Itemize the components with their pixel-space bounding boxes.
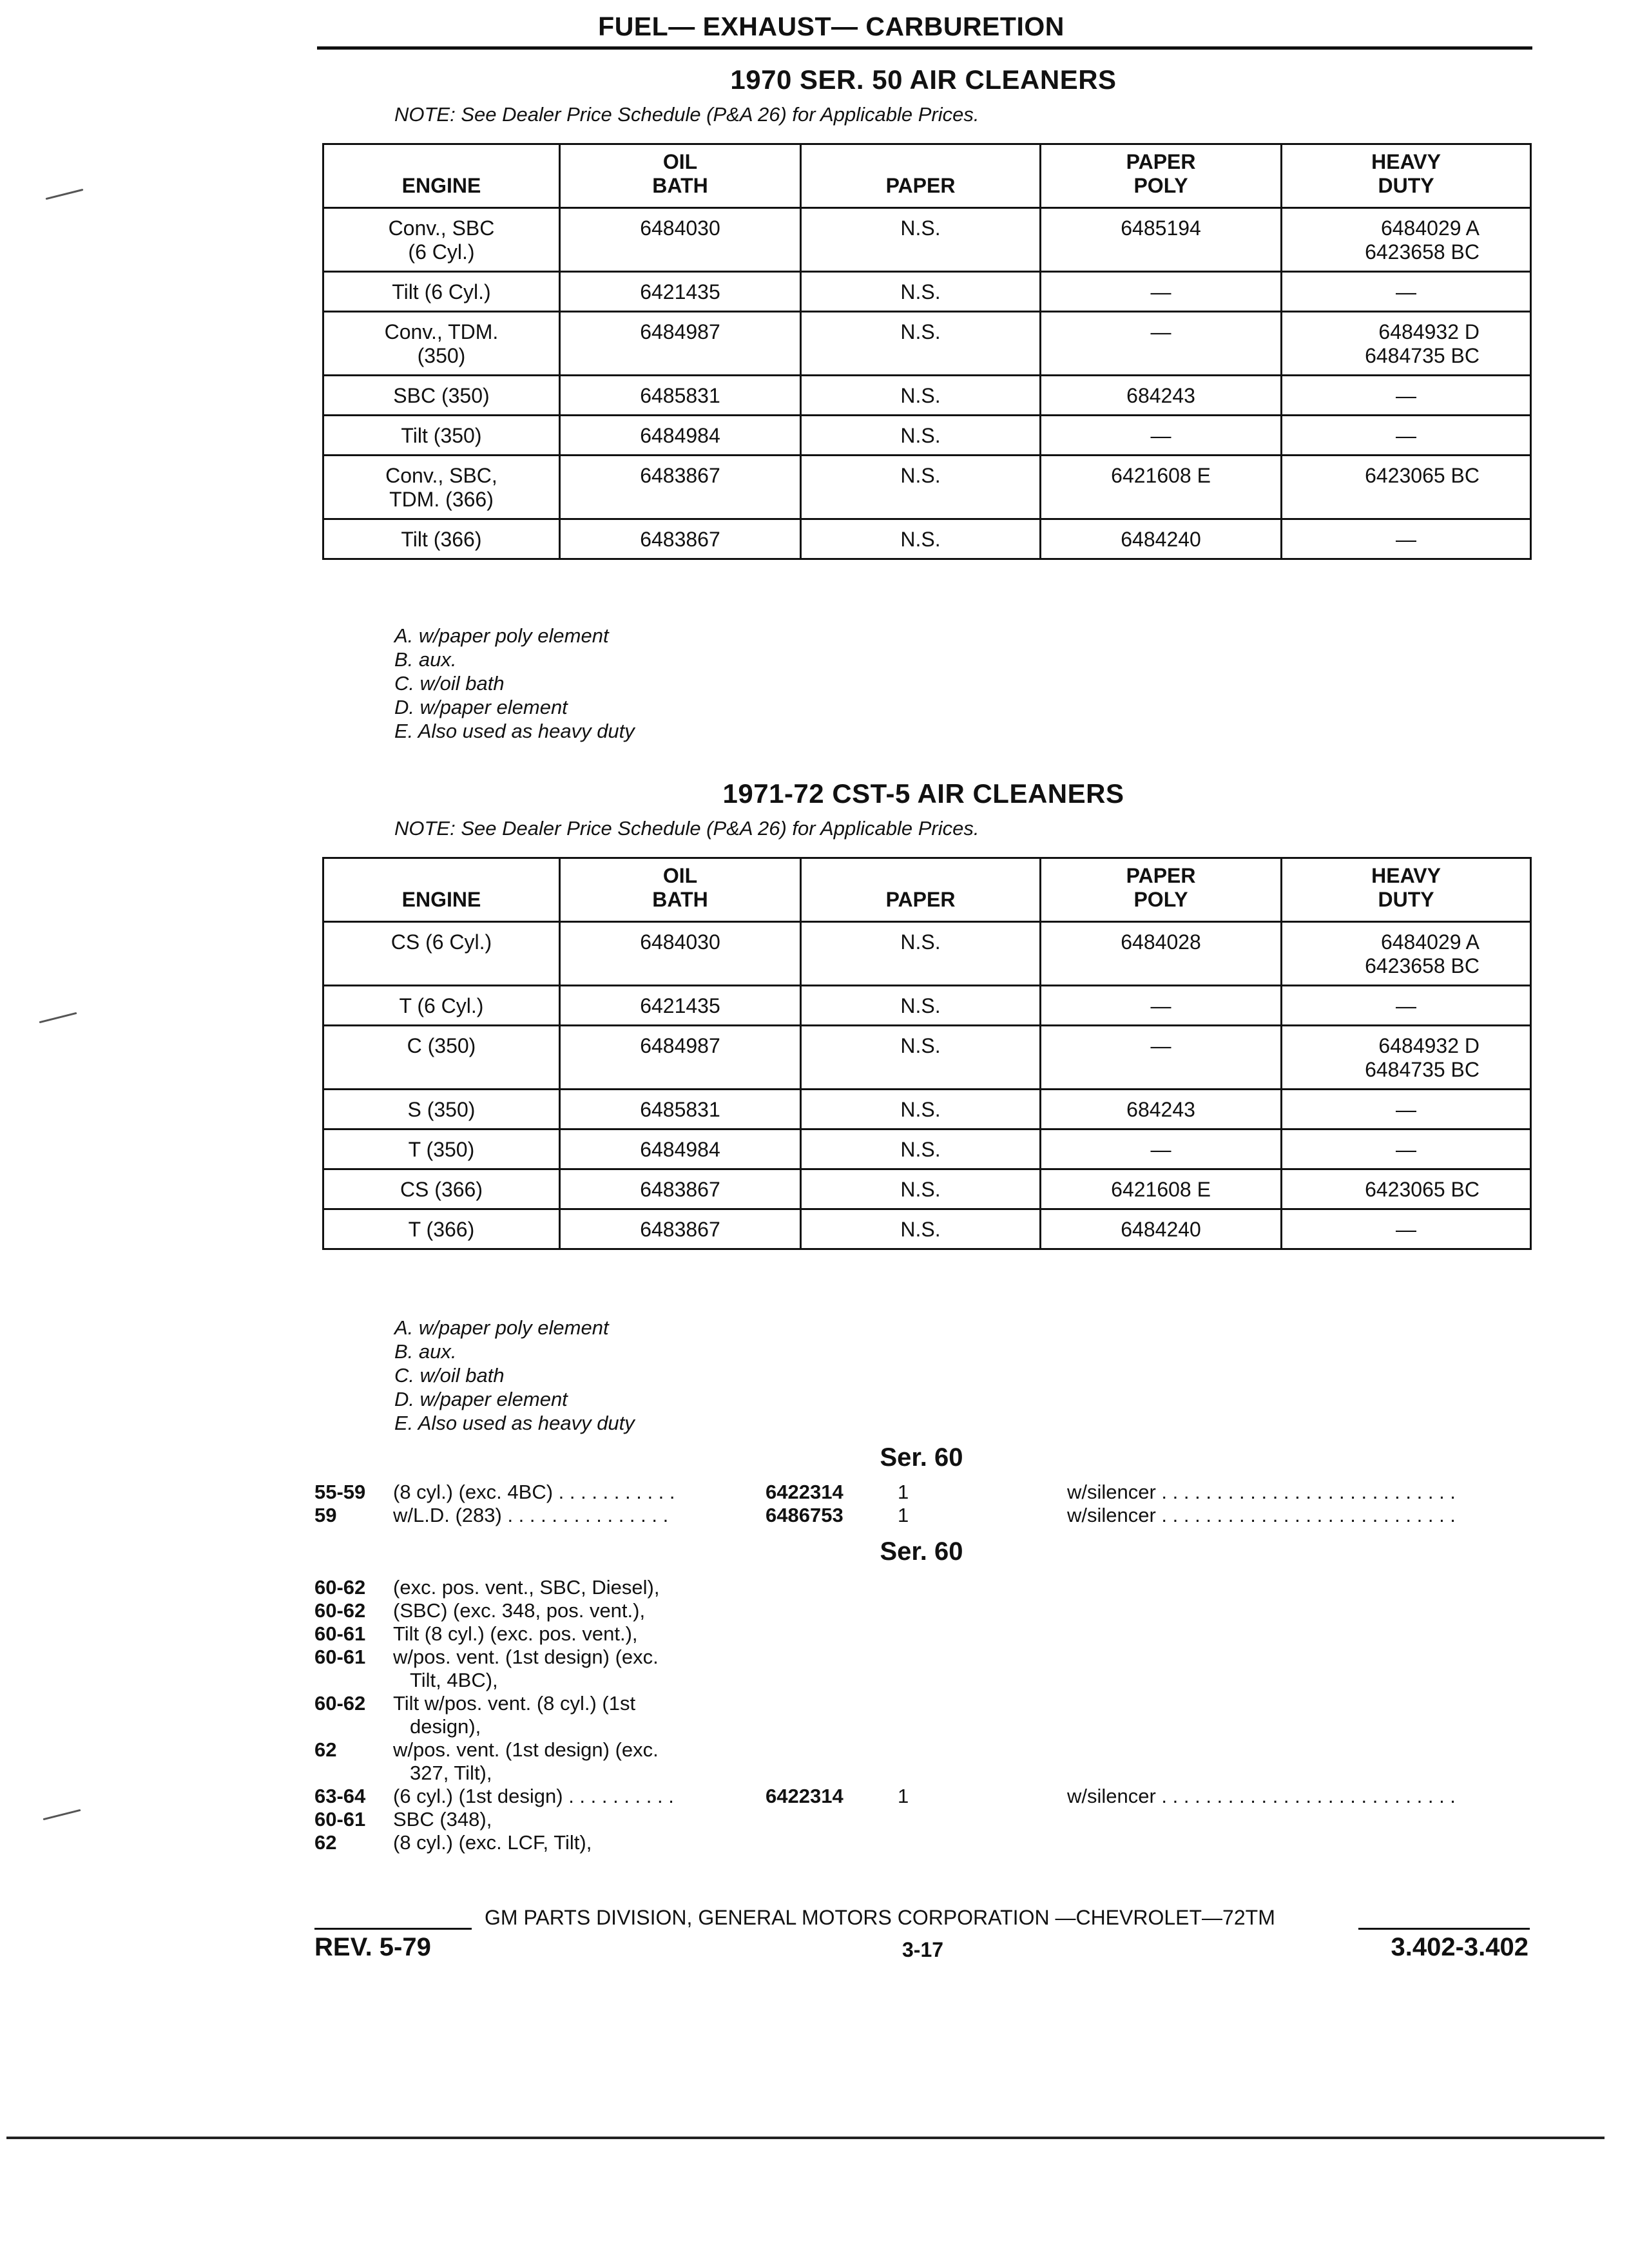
footnote: B. aux. (394, 1340, 457, 1363)
cell-paper-poly (1040, 1169, 1281, 1209)
item-remark: w/silencer . . . . . . . . . . . . . . . . . . . . . . . . . . . (1067, 1504, 1456, 1526)
cell-line: PAPER (1126, 864, 1196, 887)
cell-line: C (350) (407, 1034, 476, 1057)
footnote: C. w/oil bath (394, 672, 505, 695)
cell-line: DUTY (1378, 174, 1434, 197)
cell-line: (6 Cyl.) (408, 240, 475, 264)
cell-paper-poly (1040, 519, 1281, 559)
cell-line: POLY (1133, 174, 1188, 197)
footer-publisher: GM PARTS DIVISION, GENERAL MOTORS CORPORATION —CHEVROLET—72TM (485, 1906, 1275, 1929)
cell-line: T (366) (408, 1218, 475, 1241)
cell-heavy-duty (1282, 312, 1531, 376)
cell-paper-poly (1040, 1209, 1281, 1249)
column-header-heavy-duty (1282, 858, 1531, 922)
cell-line: BATH (652, 174, 708, 197)
cell-oil-bath (559, 986, 800, 1026)
cell-line: 6484029 A (1380, 930, 1480, 954)
ser60-b-title: Ser. 60 (880, 1537, 963, 1566)
cell-line: 6423658 BC (1365, 954, 1480, 977)
cell-line: PAPER (1126, 150, 1196, 173)
column-header-engine (323, 858, 560, 922)
cell-line: DUTY (1378, 888, 1434, 911)
cell-line: OIL (662, 150, 698, 173)
cell-line: PAPER (885, 888, 956, 911)
item-description-line: (SBC) (exc. 348, pos. vent.), (393, 1599, 646, 1622)
cell-paper (801, 1209, 1041, 1249)
cell-line: 6484987 (640, 320, 720, 343)
cell-line: CS (6 Cyl.) (390, 930, 492, 954)
footnote: C. w/oil bath (394, 1364, 505, 1387)
item-years: 60-62 (314, 1692, 366, 1715)
item-description-line: 327, Tilt), (410, 1762, 492, 1784)
footnote: E. Also used as heavy duty (394, 1412, 635, 1434)
item-description-line: SBC (348), (393, 1808, 492, 1831)
cell-heavy-duty (1282, 1090, 1531, 1129)
item-quantity: 1 (898, 1504, 909, 1526)
cell-heavy-duty (1282, 1209, 1531, 1249)
cell-line: 6484932 D (1378, 320, 1480, 343)
item-description (393, 1692, 635, 1738)
item-description (393, 1808, 492, 1831)
cell-heavy-duty (1282, 208, 1531, 272)
item-description-line: w/L.D. (283) . . . . . . . . . . . . . . . (393, 1504, 669, 1526)
cell-line: — (1396, 280, 1417, 303)
section1-footnotes (394, 624, 635, 743)
cell-heavy-duty (1282, 1026, 1531, 1090)
cell-line: HEAVY (1371, 864, 1441, 887)
item-remark: w/silencer . . . . . . . . . . . . . . . . . . . . . . . . . . . (1067, 1785, 1456, 1807)
column-header-oil-bath (559, 858, 800, 922)
item-description-line: (exc. pos. vent., SBC, Diesel), (393, 1576, 660, 1599)
cell-line: — (1396, 384, 1417, 407)
cell-line: 6485831 (640, 384, 720, 407)
table-row (323, 986, 1531, 1026)
cell-line: TDM. (366) (389, 488, 494, 511)
item-years: 63-64 (314, 1785, 366, 1807)
section2-table (322, 857, 1532, 1250)
footer-rule-right (1358, 1928, 1530, 1930)
cell-line: 6484984 (640, 1138, 720, 1161)
cell-paper (801, 986, 1041, 1026)
item-quantity: 1 (898, 1481, 909, 1503)
cell-line: ENGINE (401, 888, 481, 911)
cell-line: — (1396, 1218, 1417, 1241)
cell-line: 6484029 A (1380, 216, 1480, 240)
cell-line: Tilt (6 Cyl.) (392, 280, 491, 303)
item-description (393, 1576, 659, 1599)
cell-paper-poly (1040, 986, 1281, 1026)
item-description-line: design), (410, 1715, 481, 1738)
cell-line: N.S. (900, 1138, 941, 1161)
cell-line: 6421435 (640, 280, 720, 303)
cell-line: 6484030 (640, 216, 720, 240)
cell-oil-bath (559, 1026, 800, 1090)
cell-oil-bath (559, 1090, 800, 1129)
item-description (393, 1785, 674, 1808)
section1-table (322, 143, 1532, 560)
table-row (323, 208, 1531, 272)
item-part-number: 6486753 (766, 1504, 843, 1526)
cell-engine (323, 272, 560, 312)
cell-line: T (6 Cyl.) (399, 994, 484, 1017)
scan-margin-mark (43, 1809, 81, 1820)
cell-engine (323, 1090, 560, 1129)
footnote: E. Also used as heavy duty (394, 720, 635, 742)
footnote: D. w/paper element (394, 696, 568, 718)
cell-line: 684243 (1126, 1098, 1195, 1121)
cell-line: 6421435 (640, 994, 720, 1017)
cell-line: 6484240 (1121, 528, 1201, 551)
cell-line: 6483867 (640, 528, 720, 551)
cell-engine (323, 986, 560, 1026)
table-row (323, 312, 1531, 376)
section1-title: 1970 SER. 50 AIR CLEANERS (730, 64, 1117, 95)
column-header-paper-poly (1040, 858, 1281, 922)
table-row (323, 376, 1531, 416)
item-description (393, 1481, 675, 1504)
cell-line: N.S. (900, 1098, 941, 1121)
cell-heavy-duty (1282, 922, 1531, 986)
cell-paper (801, 519, 1041, 559)
item-description-line: (8 cyl.) (exc. LCF, Tilt), (393, 1831, 592, 1854)
cell-line: Tilt (350) (401, 424, 482, 447)
cell-line: CS (366) (400, 1178, 483, 1201)
cell-line: POLY (1133, 888, 1188, 911)
cell-oil-bath (559, 922, 800, 986)
cell-line: — (1150, 280, 1171, 303)
cell-paper (801, 1169, 1041, 1209)
cell-line: (350) (417, 344, 466, 367)
table-row (323, 272, 1531, 312)
cell-line: N.S. (900, 1218, 941, 1241)
cell-heavy-duty (1282, 456, 1531, 519)
cell-line: N.S. (900, 384, 941, 407)
cell-paper (801, 272, 1041, 312)
cell-engine (323, 312, 560, 376)
cell-line: 6423065 BC (1365, 1178, 1480, 1201)
table-header-row (323, 858, 1531, 922)
cell-line: SBC (350) (393, 384, 490, 407)
footnote: A. w/paper poly element (394, 624, 609, 647)
table-row (323, 416, 1531, 456)
cell-oil-bath (559, 208, 800, 272)
cell-line: N.S. (900, 216, 941, 240)
cell-paper (801, 456, 1041, 519)
cell-heavy-duty (1282, 416, 1531, 456)
cell-oil-bath (559, 1129, 800, 1169)
cell-line: 6484030 (640, 930, 720, 954)
table-row (323, 519, 1531, 559)
footer-group-number: 3.402-3.402 (1391, 1933, 1528, 1961)
section2-note (394, 817, 979, 840)
cell-line: S (350) (407, 1098, 476, 1121)
cell-line: N.S. (900, 994, 941, 1017)
page-header-title: FUEL— EXHAUST— CARBURETION (598, 12, 1065, 41)
item-description (393, 1622, 638, 1646)
footnote: A. w/paper poly element (394, 1316, 609, 1339)
cell-oil-bath (559, 312, 800, 376)
cell-engine (323, 1129, 560, 1169)
cell-engine (323, 208, 560, 272)
cell-line: — (1396, 1138, 1417, 1161)
column-header-paper (801, 858, 1041, 922)
scan-margin-mark (39, 1012, 77, 1023)
item-years: 60-62 (314, 1576, 366, 1599)
cell-line: Conv., TDM. (384, 320, 499, 343)
item-description-line: (6 cyl.) (1st design) . . . . . . . . . . (393, 1785, 674, 1807)
cell-paper-poly (1040, 1129, 1281, 1169)
item-description (393, 1738, 659, 1785)
cell-engine (323, 1209, 560, 1249)
table-row (323, 1090, 1531, 1129)
cell-paper-poly (1040, 416, 1281, 456)
item-description-line: (8 cyl.) (exc. 4BC) . . . . . . . . . . . (393, 1481, 675, 1503)
cell-line: N.S. (900, 280, 941, 303)
table-row (323, 456, 1531, 519)
item-remark: w/silencer . . . . . . . . . . . . . . . . . . . . . . . . . . . (1067, 1481, 1456, 1503)
footnote: B. aux. (394, 648, 457, 671)
cell-paper (801, 1026, 1041, 1090)
note-text: See Dealer Price Schedule (P&A 26) for Applicable Prices. (461, 103, 979, 126)
cell-line: OIL (662, 864, 698, 887)
cell-heavy-duty (1282, 376, 1531, 416)
cell-line: 6423658 BC (1365, 240, 1480, 264)
cell-line: 6484984 (640, 424, 720, 447)
cell-engine (323, 376, 560, 416)
cell-engine (323, 1169, 560, 1209)
item-years: 60-62 (314, 1599, 366, 1622)
scan-edge-line (6, 2137, 1605, 2139)
ser60-a-title: Ser. 60 (880, 1443, 963, 1472)
note-text: See Dealer Price Schedule (P&A 26) for Applicable Prices. (461, 817, 979, 840)
footer-page-number: 3-17 (902, 1938, 944, 1961)
cell-paper-poly (1040, 1090, 1281, 1129)
item-years: 60-61 (314, 1622, 366, 1645)
item-years: 59 (314, 1504, 337, 1526)
cell-paper (801, 376, 1041, 416)
cell-line: N.S. (900, 464, 941, 487)
cell-line: 6485831 (640, 1098, 720, 1121)
item-description-line: w/pos. vent. (1st design) (exc. (393, 1738, 659, 1761)
item-part-number: 6422314 (766, 1785, 843, 1807)
cell-line: 6483867 (640, 1218, 720, 1241)
table-row (323, 1169, 1531, 1209)
header-rule (317, 46, 1532, 50)
item-description-line: w/pos. vent. (1st design) (exc. (393, 1646, 659, 1668)
cell-line: N.S. (900, 528, 941, 551)
cell-heavy-duty (1282, 272, 1531, 312)
cell-oil-bath (559, 416, 800, 456)
column-header-engine (323, 144, 560, 208)
item-years: 60-61 (314, 1808, 366, 1831)
cell-oil-bath (559, 376, 800, 416)
cell-paper-poly (1040, 272, 1281, 312)
cell-line: — (1396, 994, 1417, 1017)
column-header-oil-bath (559, 144, 800, 208)
item-quantity: 1 (898, 1785, 909, 1807)
cell-line: — (1396, 1098, 1417, 1121)
cell-line: 6483867 (640, 464, 720, 487)
cell-line: T (350) (408, 1138, 475, 1161)
cell-paper (801, 922, 1041, 986)
item-description (393, 1504, 668, 1527)
scan-margin-mark (46, 189, 84, 200)
cell-paper (801, 312, 1041, 376)
item-description (393, 1646, 659, 1692)
item-description (393, 1831, 592, 1854)
cell-line: Tilt (366) (401, 528, 482, 551)
cell-line: 6423065 BC (1365, 464, 1480, 487)
table-row (323, 1209, 1531, 1249)
cell-line: 6484028 (1121, 930, 1201, 954)
cell-line: Conv., SBC, (385, 464, 497, 487)
table-row (323, 1129, 1531, 1169)
cell-line: — (1150, 424, 1171, 447)
footer-rule-left (314, 1928, 472, 1930)
cell-line: 6484932 D (1378, 1034, 1480, 1057)
cell-line: N.S. (900, 424, 941, 447)
item-description-line: Tilt, 4BC), (410, 1669, 498, 1691)
column-header-paper (801, 144, 1041, 208)
cell-oil-bath (559, 519, 800, 559)
cell-paper (801, 1129, 1041, 1169)
cell-engine (323, 416, 560, 456)
cell-line: 6483867 (640, 1178, 720, 1201)
cell-heavy-duty (1282, 1169, 1531, 1209)
cell-engine (323, 1026, 560, 1090)
cell-oil-bath (559, 456, 800, 519)
cell-line: 684243 (1126, 384, 1195, 407)
section2-footnotes (394, 1316, 635, 1435)
cell-paper-poly (1040, 922, 1281, 986)
cell-line: — (1150, 320, 1171, 343)
item-part-number: 6422314 (766, 1481, 843, 1503)
note-label: NOTE: (394, 817, 456, 840)
item-description-line: Tilt w/pos. vent. (8 cyl.) (1st (393, 1692, 636, 1715)
section1-note (394, 103, 979, 126)
item-years: 62 (314, 1831, 337, 1854)
cell-paper (801, 208, 1041, 272)
cell-line: N.S. (900, 1178, 941, 1201)
cell-line: N.S. (900, 930, 941, 954)
cell-engine (323, 922, 560, 986)
cell-engine (323, 456, 560, 519)
cell-paper-poly (1040, 312, 1281, 376)
cell-line: — (1396, 424, 1417, 447)
cell-paper-poly (1040, 1026, 1281, 1090)
cell-line: 6484735 BC (1365, 1058, 1480, 1081)
item-years: 60-61 (314, 1646, 366, 1668)
cell-heavy-duty (1282, 986, 1531, 1026)
footnote: D. w/paper element (394, 1388, 568, 1410)
footer-revision: REV. 5-79 (314, 1933, 431, 1961)
cell-line: ENGINE (401, 174, 481, 197)
table-row (323, 922, 1531, 986)
cell-heavy-duty (1282, 1129, 1531, 1169)
cell-line: — (1396, 528, 1417, 551)
cell-line: BATH (652, 888, 708, 911)
cell-line: N.S. (900, 320, 941, 343)
cell-engine (323, 519, 560, 559)
section2-title: 1971-72 CST-5 AIR CLEANERS (722, 778, 1124, 809)
table-header-row (323, 144, 1531, 208)
cell-line: 6484987 (640, 1034, 720, 1057)
cell-paper (801, 1090, 1041, 1129)
column-header-heavy-duty (1282, 144, 1531, 208)
cell-heavy-duty (1282, 519, 1531, 559)
note-label: NOTE: (394, 103, 456, 126)
cell-paper-poly (1040, 456, 1281, 519)
cell-line: 6484240 (1121, 1218, 1201, 1241)
cell-line: 6484735 BC (1365, 344, 1480, 367)
cell-line: Conv., SBC (388, 216, 495, 240)
cell-paper-poly (1040, 376, 1281, 416)
item-years: 62 (314, 1738, 337, 1761)
cell-line: 6421608 E (1111, 1178, 1211, 1201)
cell-oil-bath (559, 1209, 800, 1249)
cell-line: — (1150, 994, 1171, 1017)
cell-line: — (1150, 1034, 1171, 1057)
item-description-line: Tilt (8 cyl.) (exc. pos. vent.), (393, 1622, 638, 1645)
cell-oil-bath (559, 1169, 800, 1209)
column-header-paper-poly (1040, 144, 1281, 208)
cell-line: 6421608 E (1111, 464, 1211, 487)
cell-line: — (1150, 1138, 1171, 1161)
item-description (393, 1599, 645, 1622)
cell-line: 6485194 (1121, 216, 1201, 240)
cell-oil-bath (559, 272, 800, 312)
cell-line: N.S. (900, 1034, 941, 1057)
cell-line: PAPER (885, 174, 956, 197)
cell-paper (801, 416, 1041, 456)
cell-line: HEAVY (1371, 150, 1441, 173)
cell-paper-poly (1040, 208, 1281, 272)
item-years: 55-59 (314, 1481, 366, 1503)
table-row (323, 1026, 1531, 1090)
